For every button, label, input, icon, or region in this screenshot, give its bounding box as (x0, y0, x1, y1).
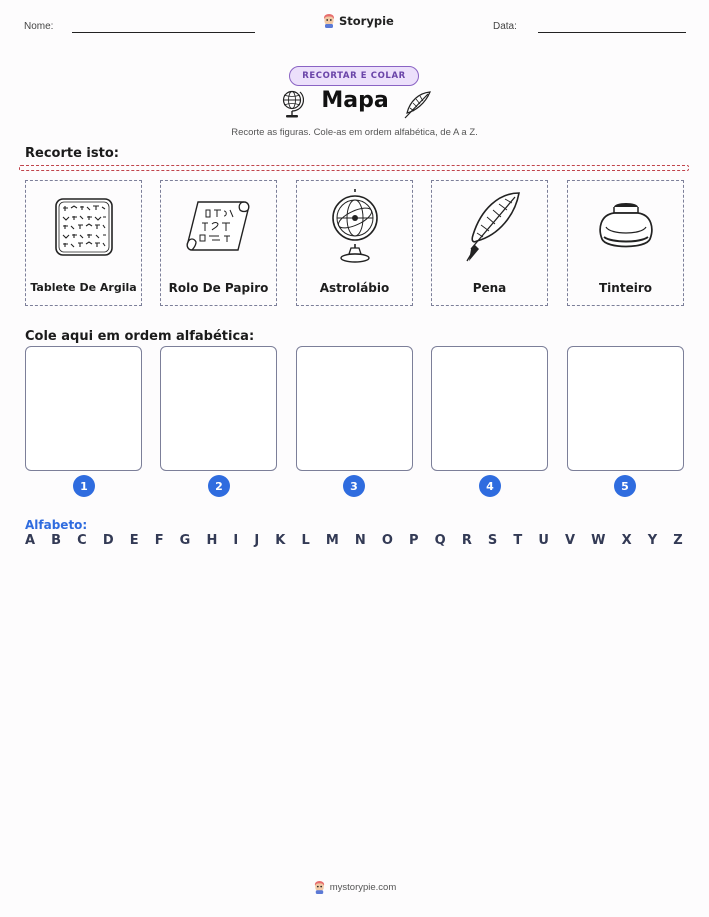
card-label: Tablete De Argila (30, 281, 137, 294)
alphabet-letter: C (77, 533, 87, 548)
cut-line (19, 165, 689, 171)
alphabet-letter: H (206, 533, 218, 548)
alphabet-letter: U (538, 533, 549, 548)
cut-card-papyrus-scroll[interactable] (160, 180, 277, 306)
papyrus-scroll-icon (184, 196, 254, 258)
cut-section-label: Recorte isto: (25, 146, 119, 161)
paste-box-2[interactable] (160, 346, 277, 471)
alphabet-letter: D (102, 533, 114, 548)
alphabet-letter: N (354, 533, 366, 548)
inkwell-icon (596, 197, 656, 257)
number-badge-4: 4 (479, 475, 501, 497)
cut-card-clay-tablet[interactable] (25, 180, 142, 306)
clay-tablet-icon (52, 195, 116, 259)
alphabet-letter: S (487, 533, 498, 548)
date-label: Data: (493, 21, 517, 32)
alphabet-row (25, 533, 683, 548)
storypie-mascot-icon (322, 13, 336, 29)
alphabet-letter: M (325, 533, 339, 548)
quill-icon (455, 189, 525, 265)
number-badge-3: 3 (343, 475, 365, 497)
paste-box-3[interactable] (296, 346, 413, 471)
number-badge-2: 2 (208, 475, 230, 497)
paste-box-5[interactable] (567, 346, 684, 471)
alphabet-letter: F (154, 533, 164, 548)
alphabet-label: Alfabeto: (25, 518, 88, 532)
alphabet-letter: Y (647, 533, 658, 548)
page-title: Mapa (321, 88, 389, 113)
footer (0, 880, 709, 895)
instructions: Recorte as figuras. Cole-as em ordem alfabética, de A a Z. (231, 127, 478, 138)
alphabet-letter: V (565, 533, 576, 548)
name-line[interactable] (72, 32, 255, 33)
astrolabe-icon (328, 188, 382, 266)
alphabet-letter: T (513, 533, 523, 548)
alphabet-letter: K (275, 533, 286, 548)
cut-card-astrolabe[interactable] (296, 180, 413, 306)
alphabet-letter: Q (434, 533, 446, 548)
alphabet-letter: G (179, 533, 191, 548)
card-label: Astrolábio (319, 281, 390, 295)
cut-card-inkwell[interactable] (567, 180, 684, 306)
brand-logo (322, 13, 394, 29)
alphabet-letter: L (301, 533, 310, 548)
feather-icon (401, 89, 433, 121)
alphabet-letter: J (254, 533, 260, 548)
card-label: Rolo De Papiro (168, 281, 269, 295)
brand-name: Storypie (339, 14, 394, 28)
alphabet-letter: A (25, 533, 36, 548)
name-label: Nome: (24, 21, 54, 32)
number-badge-1: 1 (73, 475, 95, 497)
alphabet-letter: I (233, 533, 239, 548)
paste-section-label: Cole aqui em ordem alfabética: (25, 329, 255, 344)
storypie-mascot-icon (313, 880, 326, 895)
alphabet-letter: X (621, 533, 632, 548)
cut-card-quill[interactable] (431, 180, 548, 306)
date-line[interactable] (538, 32, 686, 33)
card-label: Tinteiro (599, 281, 652, 295)
footer-site-link[interactable]: mystorypie.com (329, 882, 397, 893)
alphabet-letter: O (381, 533, 393, 548)
paste-box-4[interactable] (431, 346, 548, 471)
alphabet-letter: E (129, 533, 139, 548)
card-label: Pena (472, 281, 507, 295)
alphabet-letter: P (409, 533, 419, 548)
alphabet-letter: Z (673, 533, 683, 548)
number-badge-5: 5 (614, 475, 636, 497)
alphabet-letter: W (591, 533, 606, 548)
alphabet-letter: B (51, 533, 62, 548)
paste-box-1[interactable] (25, 346, 142, 471)
activity-badge: RECORTAR E COLAR (289, 66, 419, 86)
alphabet-letter: R (461, 533, 472, 548)
